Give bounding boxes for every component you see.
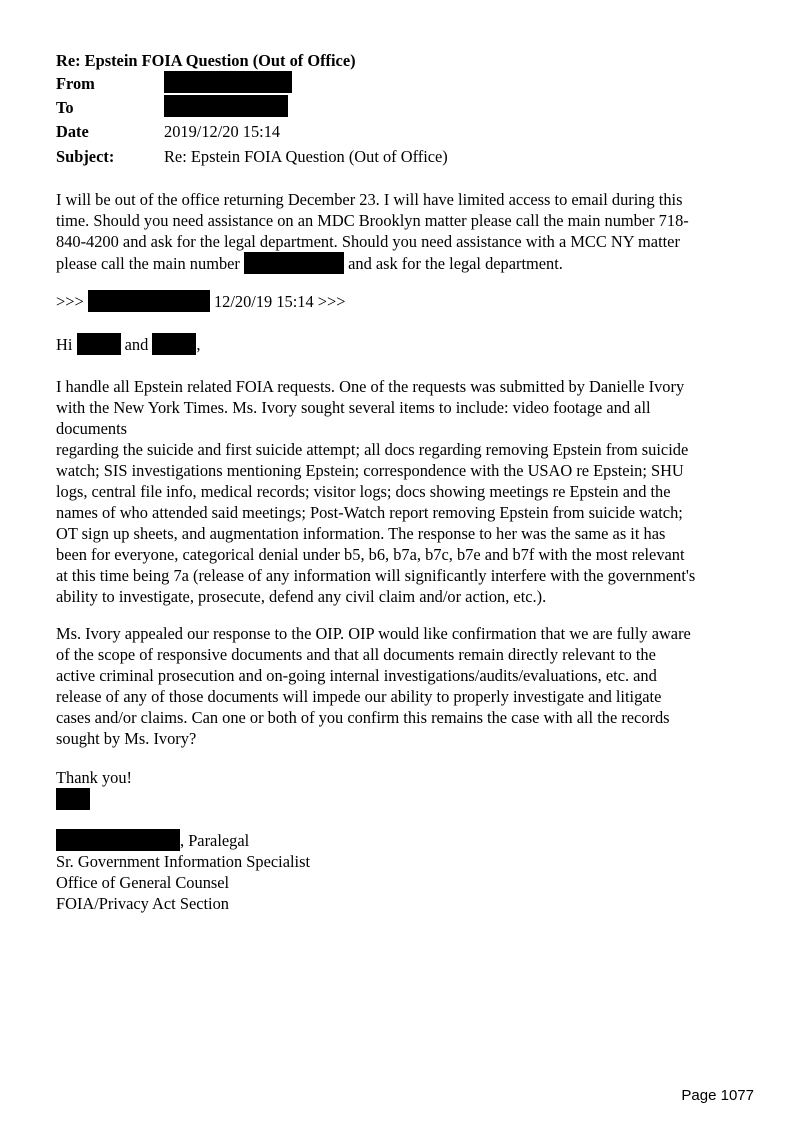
- signature-line: Sr. Government Information Specialist: [56, 852, 311, 871]
- subject-value: Re: Epstein FOIA Question (Out of Office): [164, 147, 448, 166]
- body-line: of the scope of responsive documents and that all documents remain directly relevant to the: [56, 645, 656, 664]
- greeting: [56, 333, 756, 355]
- signature-block: [56, 829, 756, 914]
- body-line: ability to investigate, prosecute, defend any civil claim and/or action, etc.).: [56, 587, 547, 606]
- body-line: names of who attended said meetings; Post-Watch report removing Epstein from suicide watch;: [56, 503, 683, 522]
- closing: [56, 767, 756, 810]
- to-value: [164, 95, 288, 117]
- body-line: logs, central file info, medical records; visitor logs; docs showing meetings re Epstein and the: [56, 482, 671, 501]
- greeting-hi: Hi: [56, 335, 73, 354]
- body-paragraph-2: [56, 623, 756, 749]
- quote-prefix: >>>: [56, 292, 84, 311]
- redaction-bar: [152, 333, 196, 355]
- auto-reply-message: [56, 189, 756, 274]
- redaction-bar: [164, 95, 288, 117]
- to-label: To: [56, 98, 74, 117]
- body-paragraph-1: [56, 376, 756, 607]
- redaction-bar: [88, 290, 210, 312]
- signature-line: Office of General Counsel: [56, 873, 230, 892]
- signature-line: FOIA/Privacy Act Section: [56, 894, 229, 913]
- body-line: Ms. Ivory appealed our response to the OIP. OIP would like confirmation that we are fully aware: [56, 624, 691, 643]
- from-value: [164, 71, 292, 93]
- signature-title: , Paralegal: [180, 831, 250, 850]
- redaction-bar: [56, 829, 180, 851]
- body-line: release of any of those documents will impede our ability to properly investigate and litigate: [56, 687, 662, 706]
- quoted-header: [56, 290, 756, 312]
- body-line: watch; SIS investigations mentioning Epstein; correspondence with the USAO re Epstein; SHU: [56, 461, 684, 480]
- body-text: and ask for the legal department.: [348, 254, 563, 273]
- quote-suffix: 12/20/19 15:14 >>>: [213, 292, 346, 311]
- redaction-bar: [56, 788, 90, 810]
- body-line: regarding the suicide and first suicide attempt; all docs regarding removing Epstein from suicide: [56, 440, 689, 459]
- redaction-bar: [164, 71, 292, 93]
- body-line: documents: [56, 419, 128, 438]
- thanks-line: Thank you!: [56, 768, 133, 787]
- page-number: Page 1077: [681, 1087, 754, 1104]
- body-line: I handle all Epstein related FOIA requests. One of the requests was submitted by Danielle Ivory: [56, 377, 685, 396]
- greeting-comma: ,: [196, 335, 201, 354]
- body-line: [56, 252, 756, 274]
- body-text: please call the main number: [56, 254, 240, 273]
- body-line: been for everyone, categorical denial under b5, b6, b7a, b7c, b7e and b7f with the most relevant: [56, 545, 685, 564]
- email-title: Re: Epstein FOIA Question (Out of Office): [56, 51, 356, 70]
- date-label: Date: [56, 122, 89, 141]
- body-line: at this time being 7a (release of any information will significantly interfere with the government's: [56, 566, 696, 585]
- body-line: active criminal prosecution and on-going internal investigations/audits/evaluations, etc. and: [56, 666, 657, 685]
- body-line: time. Should you need assistance on an MDC Brooklyn matter please call the main number 718-: [56, 211, 689, 230]
- body-line: cases and/or claims. Can one or both of you confirm this remains the case with all the records: [56, 708, 670, 727]
- subject-label: Subject:: [56, 147, 115, 166]
- body-line: OT sign up sheets, and augmentation information. The response to her was the same as it has: [56, 524, 666, 543]
- body-line: sought by Ms. Ivory?: [56, 729, 197, 748]
- body-line: with the New York Times. Ms. Ivory sought several items to include: video footage and all: [56, 398, 651, 417]
- redaction-bar: [77, 333, 121, 355]
- greeting-and: and: [124, 335, 149, 354]
- body-line: 840-4200 and ask for the legal department. Should you need assistance with a MCC NY matter: [56, 232, 680, 251]
- date-value: 2019/12/20 15:14: [164, 122, 281, 141]
- redaction-bar: [244, 252, 344, 274]
- body-line: I will be out of the office returning December 23. I will have limited access to email during this: [56, 190, 683, 209]
- from-label: From: [56, 74, 95, 93]
